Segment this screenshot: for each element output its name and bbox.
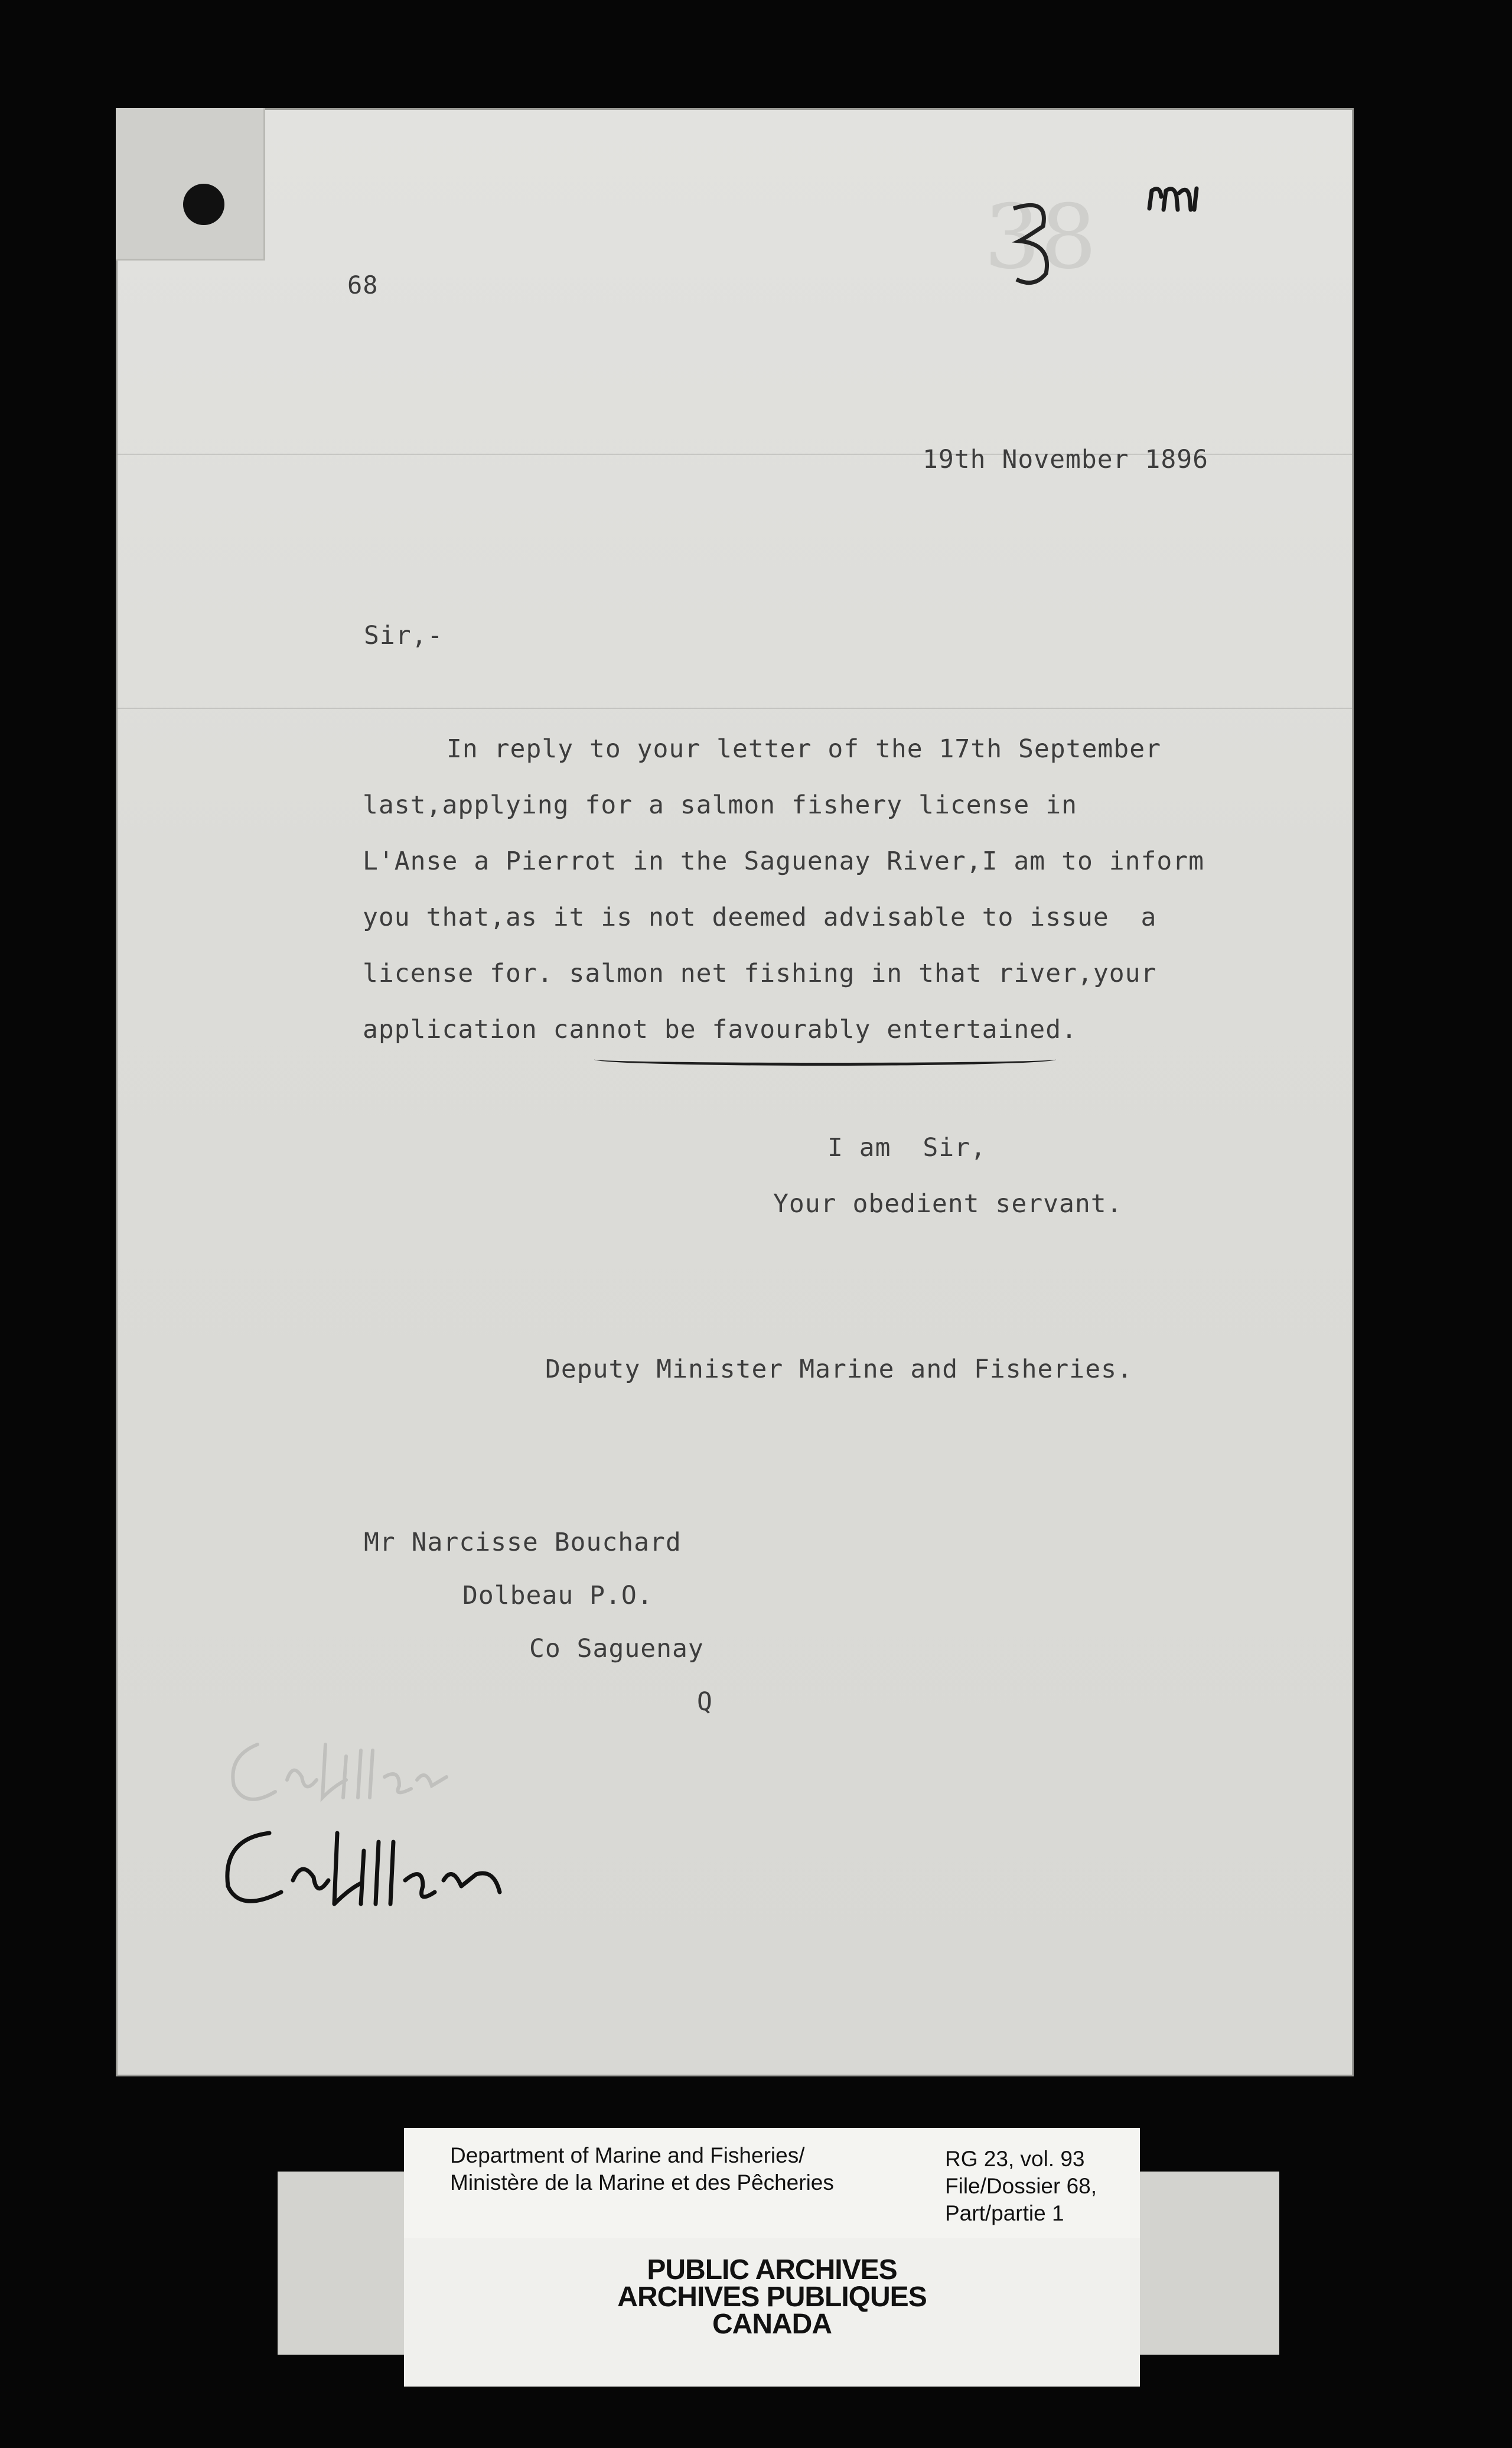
body-line: L'Anse a Pierrot in the Saguenay River,I am to inform bbox=[363, 847, 1205, 876]
body-line: you that,as it is not deemed advisable to issue a bbox=[363, 903, 1157, 932]
archive-label bbox=[404, 2128, 1140, 2238]
handwritten-underline bbox=[594, 1053, 1056, 1066]
ruled-line bbox=[116, 708, 1354, 709]
part: Part/partie 1 bbox=[945, 2201, 1064, 2225]
corner-tab bbox=[116, 108, 265, 261]
department-names bbox=[450, 2142, 834, 2196]
letter-page bbox=[116, 108, 1354, 2076]
addressee-post-office: Dolbeau P.O. bbox=[462, 1581, 653, 1610]
salutation: Sir,- bbox=[364, 621, 444, 650]
signatory-title: Deputy Minister Marine and Fisheries. bbox=[545, 1355, 1133, 1384]
stamp-line: CANADA bbox=[712, 2309, 832, 2340]
handwritten-mark-ghost: 38 bbox=[984, 186, 1097, 289]
stamp-line: PUBLIC ARCHIVES bbox=[647, 2254, 897, 2286]
body-line: application cannot be favourably entertained. bbox=[363, 1015, 1077, 1044]
handwritten-mark bbox=[978, 185, 1097, 291]
department-fr: Ministère de la Marine et des Pêcheries bbox=[450, 2170, 834, 2195]
handwritten-signature bbox=[216, 1809, 641, 1939]
record-group: RG 23, vol. 93 bbox=[945, 2147, 1085, 2171]
signature-ghost bbox=[222, 1721, 588, 1821]
file-number: 68 bbox=[347, 271, 379, 300]
stamp-line: ARCHIVES PUBLIQUES bbox=[617, 2281, 927, 2313]
closing-line: I am Sir, bbox=[827, 1133, 986, 1163]
punch-hole bbox=[183, 184, 224, 225]
archive-stamp bbox=[404, 2254, 1140, 2340]
letter-date: 19th November 1896 bbox=[923, 445, 1208, 474]
body-line: last,applying for a salmon fishery license in bbox=[363, 790, 1077, 820]
file-reference bbox=[945, 2146, 1097, 2227]
addressee-name: Mr Narcisse Bouchard bbox=[364, 1528, 682, 1557]
file-dossier: File/Dossier 68, bbox=[945, 2174, 1097, 2198]
body-line: In reply to your letter of the 17th September bbox=[447, 734, 1161, 764]
closing-line: Your obedient servant. bbox=[773, 1189, 1123, 1219]
addressee-county: Co Saguenay bbox=[529, 1634, 704, 1664]
handwritten-initials bbox=[1143, 173, 1238, 226]
addressee-province: Q bbox=[697, 1687, 713, 1717]
body-line: license for. salmon net fishing in that river,your bbox=[363, 959, 1157, 988]
department-en: Department of Marine and Fisheries/ bbox=[450, 2143, 805, 2167]
